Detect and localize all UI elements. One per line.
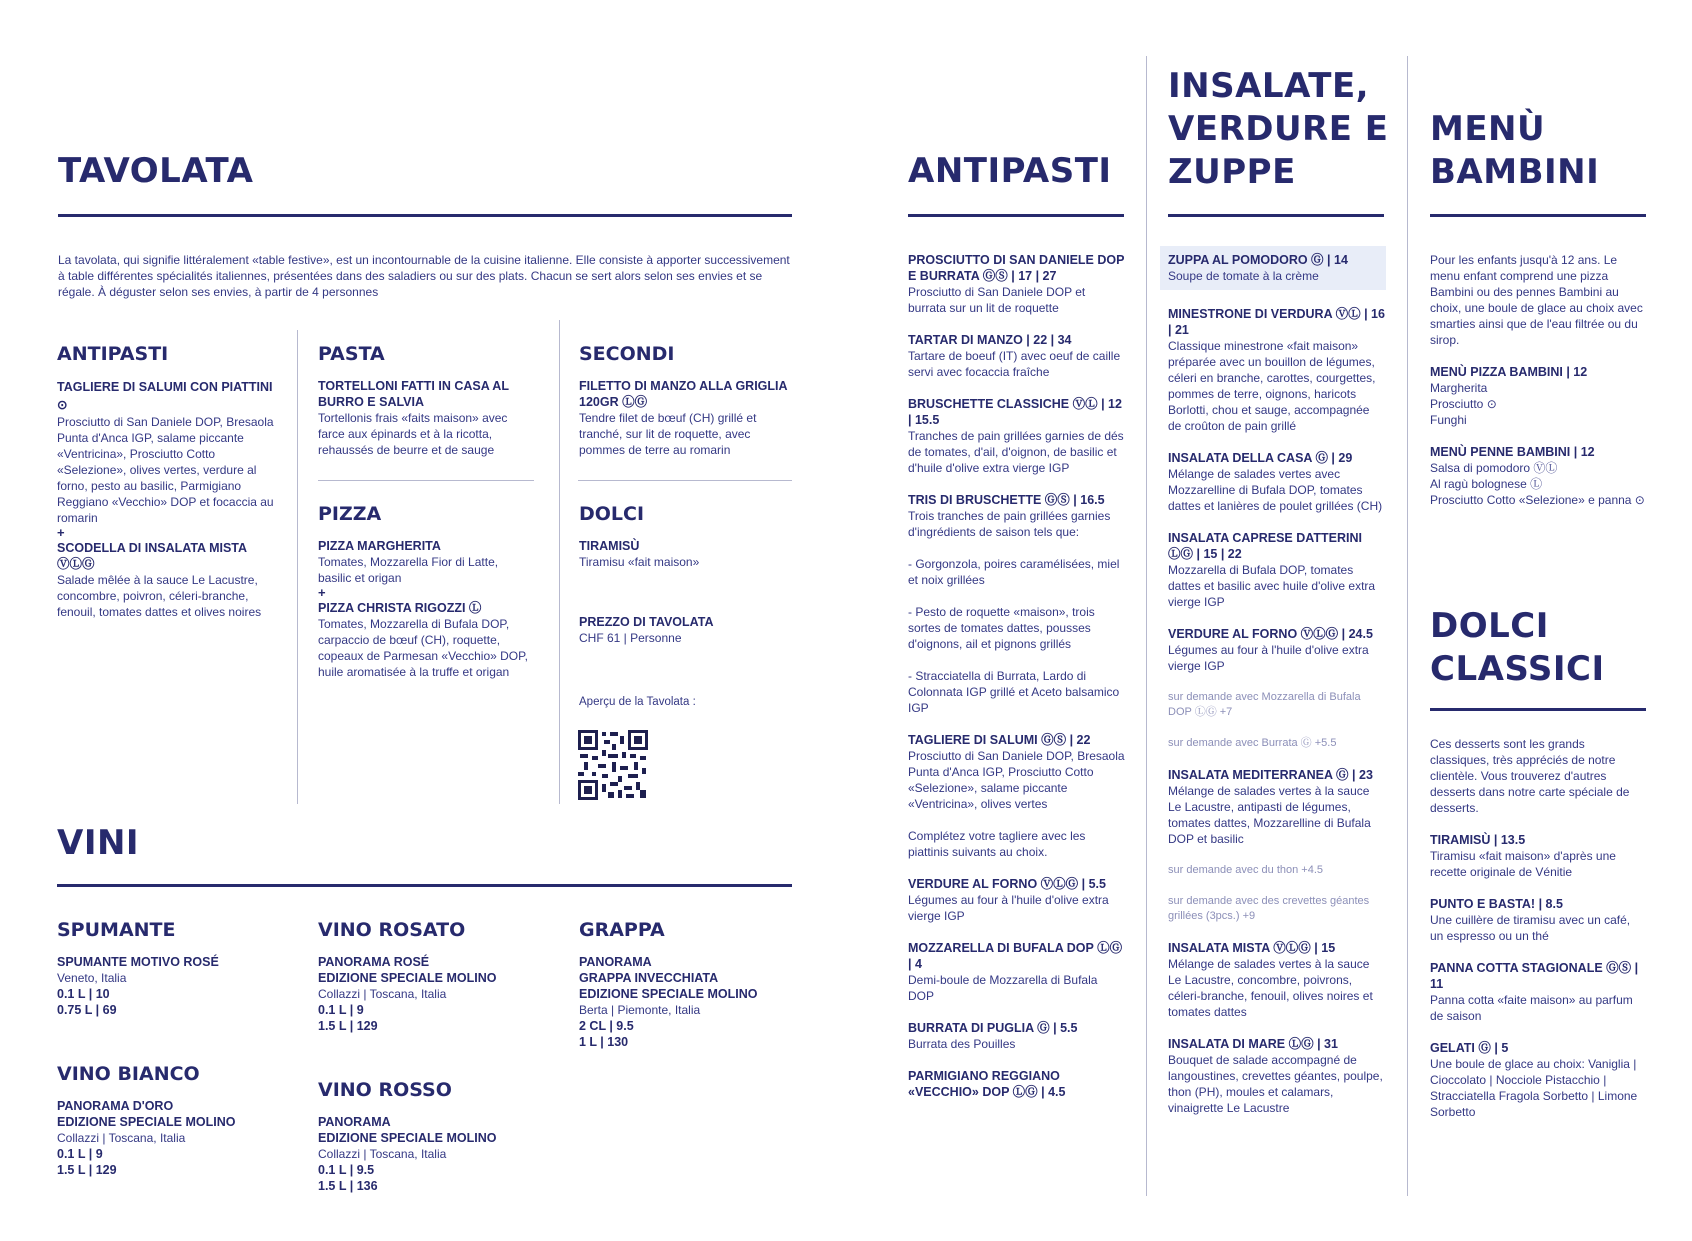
wine-name: EDIZIONE SPECIALE MOLINO	[318, 971, 497, 985]
divider	[1407, 56, 1408, 1196]
plus-sign: +	[57, 525, 65, 540]
qr-label: Aperçu de la Tavolata :	[579, 696, 696, 708]
dish-name: MOZZARELLA DI BUFALA DOP ⓁⒼ | 4	[908, 941, 1123, 971]
menu-pizza	[1430, 364, 1646, 428]
menu-item	[1168, 894, 1386, 924]
insalate-list	[1168, 252, 1386, 1132]
dish-line: Salsa di pomodoro ⓋⓁ	[1430, 461, 1558, 475]
menu-item	[1168, 863, 1386, 878]
menu-item	[1168, 736, 1386, 751]
dish-desc: Une boule de glace au choix: Vaniglia | Cioccolato | Nocciole Pistacchio | Stracciatella Fragola Sorbetto | Limone Sorbetto	[1430, 1057, 1638, 1119]
wine-name: PANORAMA	[318, 1115, 391, 1129]
menu-item	[1430, 832, 1646, 880]
dish-name: INSALATA DI MARE ⓁⒼ | 31	[1168, 1037, 1338, 1051]
divider	[318, 480, 534, 481]
wine-price: 1.5 L | 129	[57, 1163, 117, 1177]
dish-name: ZUPPA AL POMODORO Ⓖ | 14	[1168, 253, 1348, 267]
dish-name: FILETTO DI MANZO ALLA GRIGLIA 120GR ⓁⒼ	[579, 379, 788, 409]
tavolata-secondi	[579, 342, 791, 458]
dolci-classici-rule	[1430, 708, 1646, 711]
menu-item	[908, 252, 1126, 316]
dish-desc: Mozzarella di Bufala DOP, tomates dattes et basilic avec huile d'olive extra vierge IGP	[1168, 563, 1376, 609]
dish-name: GELATI Ⓖ | 5	[1430, 1041, 1509, 1055]
dish-desc: Tomates, Mozzarella Fior di Latte, basilic et origan	[318, 555, 499, 585]
dish-desc: Légumes au four à l'huile d'olive extra vierge IGP	[1168, 643, 1369, 673]
wine-name: PANORAMA	[579, 955, 652, 969]
dolci-intro: Ces desserts sont les grands classiques, très appréciés de notre clientèle. Vous trouverez d'autres desserts dans notre carte spéciale de desserts.	[1430, 737, 1630, 815]
wine-price: 0.75 L | 69	[57, 1003, 117, 1017]
tavolata-antipasti	[57, 342, 277, 620]
dish-name: MINESTRONE DI VERDURA ⓋⓁ | 16 | 21	[1168, 307, 1385, 337]
vini-rosso	[318, 1078, 558, 1194]
menu-item	[908, 876, 1126, 924]
dish-desc: Tartare de boeuf (IT) avec oeuf de caille servi avec focaccia fraîche	[908, 349, 1121, 379]
section-title: ANTIPASTI	[57, 343, 169, 365]
menu-item	[1160, 246, 1386, 290]
wine-price: 1 L | 130	[579, 1035, 629, 1049]
dish-desc: Salade mêlée à la sauce Le Lacustre, concombre, poivron, céleri-branche, fenouil, tomates dattes et olives noires	[57, 573, 262, 619]
dish-name: TORTELLONI FATTI IN CASA AL BURRO E SALVIA	[318, 379, 509, 409]
qr-code-icon[interactable]	[578, 730, 648, 800]
menu-item	[908, 1020, 1126, 1052]
title-line: ZUPPE	[1168, 152, 1296, 192]
divider	[578, 480, 792, 481]
menu-item	[1168, 767, 1386, 847]
wine-origin: Veneto, Italia	[57, 971, 127, 985]
dish-desc: Soupe de tomate à la crème	[1168, 269, 1319, 283]
wine-name: EDIZIONE SPECIALE MOLINO	[57, 1115, 236, 1129]
wine-origin: Collazzi | Toscana, Italia	[57, 1131, 186, 1145]
dish-line: Margherita	[1430, 381, 1488, 395]
vini-title: VINI	[57, 823, 140, 863]
menu-item	[908, 604, 1126, 652]
dish-desc: Tranches de pain grillées garnies de dés de tomates, d'ail, d'oignon, de basilic et d'huile d'olive extra vierge IGP	[908, 429, 1124, 475]
dish-name: SCODELLA DI INSALATA MISTA ⓋⓁⒼ	[57, 541, 247, 571]
menu-item	[908, 1068, 1126, 1100]
section-title: VINO BIANCO	[57, 1063, 200, 1085]
dish-desc: Mélange de salades vertes avec Mozzarelline di Bufala DOP, tomates dattes et lanières de poulet grillées (CH)	[1168, 467, 1383, 513]
dish-desc: sur demande avec des crevettes géantes grillées (3pcs.) +9	[1168, 895, 1370, 922]
dish-desc: Tiramisu «fait maison»	[579, 555, 700, 569]
dish-name: PARMIGIANO REGGIANO «VECCHIO» DOP ⓁⒼ | 4.5	[908, 1069, 1066, 1099]
dolci-classici-list	[1430, 736, 1646, 1136]
dish-line: Prosciutto Cotto «Selezione» e panna ⊙	[1430, 493, 1645, 507]
bambini-rule	[1430, 214, 1646, 217]
tavolata-pasta	[318, 342, 534, 458]
wine-origin: Collazzi | Toscana, Italia	[318, 987, 447, 1001]
dish-desc: Mélange de salades vertes à la sauce Le Lacustre, concombre, poivrons, céleri-branche, fenouil, olives noires et tomates dattes	[1168, 957, 1373, 1019]
dish-name: INSALATA MEDITERRANEA Ⓖ | 23	[1168, 768, 1373, 782]
dish-name: PUNTO E BASTA! | 8.5	[1430, 897, 1563, 911]
dish-name: PIZZA MARGHERITA	[318, 539, 441, 553]
wine-price: 0.1 L | 9.5	[318, 1163, 375, 1177]
wine-name: EDIZIONE SPECIALE MOLINO	[579, 987, 758, 1001]
antipasti-title: ANTIPASTI	[908, 151, 1112, 191]
dish-name: PROSCIUTTO DI SAN DANIELE DOP E BURRATA ⒼⓈ | 17 | 27	[908, 253, 1125, 283]
dish-desc: Tomates, Mozzarella di Bufala DOP, carpaccio de bœuf (CH), roquette, copeaux de Parmesan «Vecchio» DOP, huile aromatisée à la truffe et origan	[318, 617, 528, 679]
wine-price: 2 CL | 9.5	[579, 1019, 634, 1033]
menu-item	[1430, 1040, 1646, 1120]
vini-rosato	[318, 918, 558, 1034]
dish-desc: Demi-boule de Mozzarella di Bufala DOP	[908, 973, 1098, 1003]
menu-item	[908, 940, 1126, 1004]
tavolata-intro: La tavolata, qui signifie littéralement «table festive», est un incontournable de la cuisine italienne. Elle consiste à apporter successivement à table différentes spécialités italiennes, présentées dans des saladiers ou sur des plats. Chacun se sert alors selon ses envies et se régale. À déguster selon ses envies, à partir de 4 personnes	[58, 253, 790, 299]
wine-name: GRAPPA INVECCHIATA	[579, 971, 719, 985]
menu-item	[908, 668, 1126, 716]
menu-item	[1430, 960, 1646, 1024]
dish-name: VERDURE AL FORNO ⓋⓁⒼ | 5.5	[908, 877, 1106, 891]
dish-desc: Tortellonis frais «faits maison» avec farce aux épinards et à la ricotta, rehaussés de beurre et de sauge	[318, 411, 508, 457]
price-value: CHF 61 | Personne	[579, 631, 682, 645]
dish-name: TIRAMISÙ | 13.5	[1430, 833, 1526, 847]
dish-desc: sur demande avec Burrata Ⓖ +5.5	[1168, 737, 1337, 749]
menu-item	[1168, 530, 1386, 610]
price-label: PREZZO DI TAVOLATA	[579, 615, 714, 629]
dish-desc: Tiramisu «fait maison» d'après une recette originale de Vénitie	[1430, 849, 1616, 879]
wine-name: PANORAMA ROSÉ	[318, 955, 430, 969]
section-title: SPUMANTE	[57, 919, 176, 941]
dolci-classici-title	[1430, 605, 1605, 691]
dish-desc: Légumes au four à l'huile d'olive extra vierge IGP	[908, 893, 1109, 923]
wine-price: 1.5 L | 129	[318, 1019, 378, 1033]
title-line: DOLCI	[1430, 606, 1549, 646]
dish-desc: Une cuillère de tiramisu avec un café, un espresso ou un thé	[1430, 913, 1631, 943]
vini-grappa	[579, 918, 799, 1050]
divider	[297, 330, 298, 804]
wine-price: 1.5 L | 136	[318, 1179, 378, 1193]
section-title: VINO ROSATO	[318, 919, 466, 941]
menu-item	[1168, 306, 1386, 434]
dish-name: VERDURE AL FORNO ⓋⓁⒼ | 24.5	[1168, 627, 1373, 641]
dish-name: INSALATA CAPRESE DATTERINI ⓁⒼ | 15 | 22	[1168, 531, 1362, 561]
dish-line: Funghi	[1430, 413, 1467, 427]
section-title: PIZZA	[318, 503, 382, 525]
menu-item	[908, 332, 1126, 380]
dish-desc: Complétez votre tagliere avec les piattinis suivants au choix.	[908, 829, 1086, 859]
dish-desc: Mélange de salades vertes à la sauce Le Lacustre, antipasti de légumes, tomates dattes, Mozzarelline di Bufala DOP et basilic	[1168, 784, 1371, 846]
wine-name: PANORAMA D'ORO	[57, 1099, 174, 1113]
insalate-rule	[1168, 214, 1384, 217]
menu-item	[1168, 940, 1386, 1020]
menu-item	[908, 556, 1126, 588]
menu-item	[908, 732, 1126, 812]
tavolata-title: TAVOLATA	[58, 151, 254, 191]
dish-desc: Panna cotta «faite maison» au parfum de saison	[1430, 993, 1633, 1023]
dish-desc: Prosciutto di San Daniele DOP, Bresaola Punta d'Anca IGP, salame piccante «Ventricina», Prosciutto Cotto «Selezione», olives vertes, verdure al forno, pesto au basilic, Parmigiano Reggiano «Vecchio» DOP et focaccia au romarin	[57, 415, 274, 525]
title-line: MENÙ	[1430, 109, 1546, 149]
dish-name: BRUSCHETTE CLASSICHE ⓋⓁ | 12 | 15.5	[908, 397, 1122, 427]
menu-item	[1168, 690, 1386, 720]
divider	[559, 320, 560, 804]
antipasti-list	[908, 252, 1126, 1116]
antipasti-rule	[908, 214, 1124, 217]
section-title: GRAPPA	[579, 919, 665, 941]
plus-sign: +	[318, 585, 326, 600]
dish-name: INSALATA MISTA ⓋⓁⒼ | 15	[1168, 941, 1336, 955]
title-line: VERDURE E	[1168, 109, 1389, 149]
dish-name: TAGLIERE DI SALUMI ⒼⓈ | 22	[908, 733, 1091, 747]
bambini-title	[1430, 108, 1599, 194]
section-title: VINO ROSSO	[318, 1079, 452, 1101]
wine-price: 0.1 L | 9	[57, 1147, 103, 1161]
insalate-title	[1168, 65, 1389, 194]
wine-name: EDIZIONE SPECIALE MOLINO	[318, 1131, 497, 1145]
dish-line: Al ragù bolognese Ⓛ	[1430, 477, 1543, 491]
dish-name: PIZZA CHRISTA RIGOZZI Ⓛ	[318, 601, 482, 615]
menu-item	[1430, 896, 1646, 944]
dish-name: TRIS DI BRUSCHETTE ⒼⓈ | 16.5	[908, 493, 1105, 507]
section-title: PASTA	[318, 343, 385, 365]
menu-item	[1168, 626, 1386, 674]
vini-rule	[57, 884, 792, 887]
dish-desc: sur demande avec Mozzarella di Bufala DOP ⓁⒼ +7	[1168, 691, 1361, 718]
dish-name: MENÙ PENNE BAMBINI | 12	[1430, 445, 1595, 459]
bambini-intro: Pour les enfants jusqu'à 12 ans. Le menu enfant comprend une pizza Bambini ou des pennes Bambini au choix, une boule de glace au choix avec smarties ainsi que de l'eau filtrée ou du sirop.	[1430, 253, 1643, 347]
dish-desc: Prosciutto di San Daniele DOP et burrata sur un lit de roquette	[908, 285, 1086, 315]
wine-price: 0.1 L | 10	[57, 987, 110, 1001]
dish-name: TAGLIERE DI SALUMI CON PIATTINI ⊙	[57, 380, 273, 412]
menu-item	[908, 828, 1126, 860]
vini-bianco	[57, 1062, 297, 1178]
dish-name: TARTAR DI MANZO | 22 | 34	[908, 333, 1072, 347]
wine-price: 0.1 L | 9	[318, 1003, 364, 1017]
dish-name: INSALATA DELLA CASA Ⓖ | 29	[1168, 451, 1353, 465]
tavolata-pizza	[318, 502, 534, 680]
divider	[1146, 56, 1147, 1196]
dish-name: BURRATA DI PUGLIA Ⓖ | 5.5	[908, 1021, 1078, 1035]
tavolata-rule	[58, 214, 792, 217]
wine-name: SPUMANTE MOTIVO ROSÉ	[57, 955, 219, 969]
dish-desc: Bouquet de salade accompagné de langoustines, crevettes géantes, poulpe, thon (PH), moules et calamars, vinaigrette Le Lacustre	[1168, 1053, 1383, 1115]
menu-item	[1168, 1036, 1386, 1116]
dish-name: MENÙ PIZZA BAMBINI | 12	[1430, 365, 1588, 379]
title-line: CLASSICI	[1430, 649, 1605, 689]
menu-item	[908, 396, 1126, 476]
menu-item	[1168, 450, 1386, 514]
vini-spumante	[57, 918, 297, 1018]
dish-desc: sur demande avec du thon +4.5	[1168, 864, 1324, 876]
dish-desc: Burrata des Pouilles	[908, 1037, 1016, 1051]
dish-desc: Trois tranches de pain grillées garnies d'ingrédients de saison tels que:	[908, 509, 1111, 539]
section-title: SECONDI	[579, 343, 675, 365]
wine-origin: Berta | Piemonte, Italia	[579, 1003, 701, 1017]
dish-desc: - Pesto de roquette «maison», trois sortes de tomates dattes, pousses d'oignons, ail et pignons grillés	[908, 605, 1095, 651]
section-title: DOLCI	[579, 503, 645, 525]
menu-penne	[1430, 444, 1646, 508]
wine-origin: Collazzi | Toscana, Italia	[318, 1147, 447, 1161]
title-line: BAMBINI	[1430, 152, 1600, 192]
dish-name: PANNA COTTA STAGIONALE ⒼⓈ | 11	[1430, 961, 1639, 991]
menu-item	[908, 492, 1126, 540]
dish-desc: - Gorgonzola, poires caramélisées, miel et noix grillées	[908, 557, 1120, 587]
bambini-list	[1430, 252, 1646, 524]
title-line: INSALATE,	[1168, 66, 1370, 106]
dish-desc: - Stracciatella di Burrata, Lardo di Colonnata IGP grillé et Aceto balsamico IGP	[908, 669, 1120, 715]
dish-name: TIRAMISÙ	[579, 539, 640, 553]
dish-desc: Tendre filet de bœuf (CH) grillé et tranché, sur lit de roquette, avec pommes de terre au romarin	[579, 411, 757, 457]
dish-desc: Prosciutto di San Daniele DOP, Bresaola Punta d'Anca IGP, Prosciutto Cotto «Selezione», salame piccante «Ventricina», olives vertes	[908, 749, 1125, 811]
dish-desc: Classique minestrone «fait maison» préparée avec un bouillon de légumes, céleri en branche, carottes, courgettes, pommes de terre, oignons, haricots Borlotti, chou et sauge, accompagnée de croûton de pain grillé	[1168, 339, 1376, 433]
tavolata-dolci	[579, 502, 791, 710]
dish-line: Prosciutto ⊙	[1430, 397, 1497, 411]
